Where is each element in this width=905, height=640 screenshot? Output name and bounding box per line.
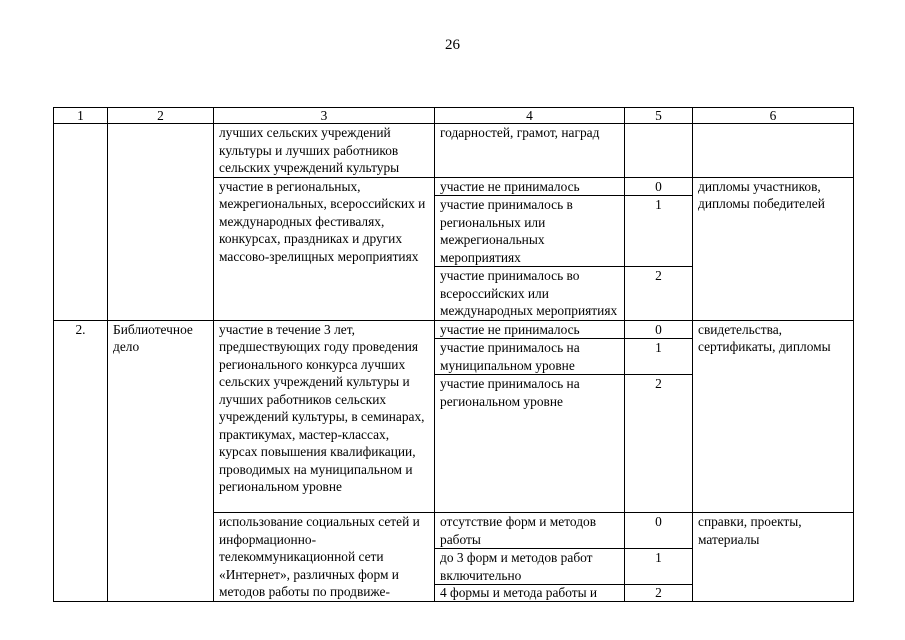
- column-header: 4: [435, 108, 625, 124]
- evidence-cell: дипломы участников, дипломы победителей: [693, 177, 854, 320]
- row-number-cell: [54, 124, 108, 321]
- level-cell: участие принималось на региональном уровне: [435, 375, 625, 513]
- criteria-table: [53, 107, 854, 602]
- criterion-cell: участие в региональных, межрегиональных, всероссийских и международных фестивалях, конкурсах, праздниках и других массово-зрелищных мероприятиях: [214, 177, 435, 320]
- level-cell: участие принималось на муниципальном уровне: [435, 339, 625, 375]
- evidence-cell: [693, 124, 854, 178]
- column-header: 1: [54, 108, 108, 124]
- level-cell: участие не принималось: [435, 320, 625, 339]
- level-cell: отсутствие форм и методов работы: [435, 513, 625, 549]
- score-cell: 0: [625, 177, 693, 196]
- column-header: 2: [108, 108, 214, 124]
- score-cell: 1: [625, 549, 693, 585]
- criterion-cell: использование социальных сетей и информационно-телекоммуникационной сети «Интернет», различных форм и методов работы по продвиже-: [214, 513, 435, 602]
- evidence-cell: справки, проекты, материалы: [693, 513, 854, 602]
- evidence-cell: свидетельства, сертификаты, дипломы: [693, 320, 854, 513]
- level-cell: участие принималось во всероссийских или международных мероприятиях: [435, 267, 625, 321]
- column-header: 3: [214, 108, 435, 124]
- score-cell: 1: [625, 196, 693, 267]
- level-cell: до 3 форм и методов работ включительно: [435, 549, 625, 585]
- level-cell: участие не принималось: [435, 177, 625, 196]
- page-number: 26: [445, 37, 460, 53]
- level-cell: участие принималось в региональных или межрегиональных мероприятиях: [435, 196, 625, 267]
- criterion-cell: участие в течение 3 лет, предшествующих году проведения регионального конкурса лучших сельских учреждений культуры и лучших работников сельских учреждений культуры, в семинарах, практикумах, мастер-классах, курсах повышения квалификации, проводимых на муниципальном и региональном уровне: [214, 320, 435, 513]
- table-row: [54, 320, 854, 339]
- score-cell: 2: [625, 585, 693, 601]
- level-cell: годарностей, грамот, наград: [435, 124, 625, 178]
- score-cell: 1: [625, 339, 693, 375]
- score-cell: [625, 124, 693, 178]
- score-cell: 2: [625, 375, 693, 513]
- area-cell: [108, 124, 214, 321]
- table-row: [54, 124, 854, 178]
- column-header: 6: [693, 108, 854, 124]
- area-cell: Библиотечное дело: [108, 320, 214, 601]
- level-cell: 4 формы и метода работы и: [435, 585, 625, 601]
- score-cell: 0: [625, 513, 693, 549]
- row-number-cell: 2.: [54, 320, 108, 601]
- table-header-row: [54, 108, 854, 124]
- score-cell: 0: [625, 320, 693, 339]
- column-header: 5: [625, 108, 693, 124]
- score-cell: 2: [625, 267, 693, 321]
- criterion-cell: лучших сельских учреждений культуры и лучших работников сельских учреждений культуры: [214, 124, 435, 178]
